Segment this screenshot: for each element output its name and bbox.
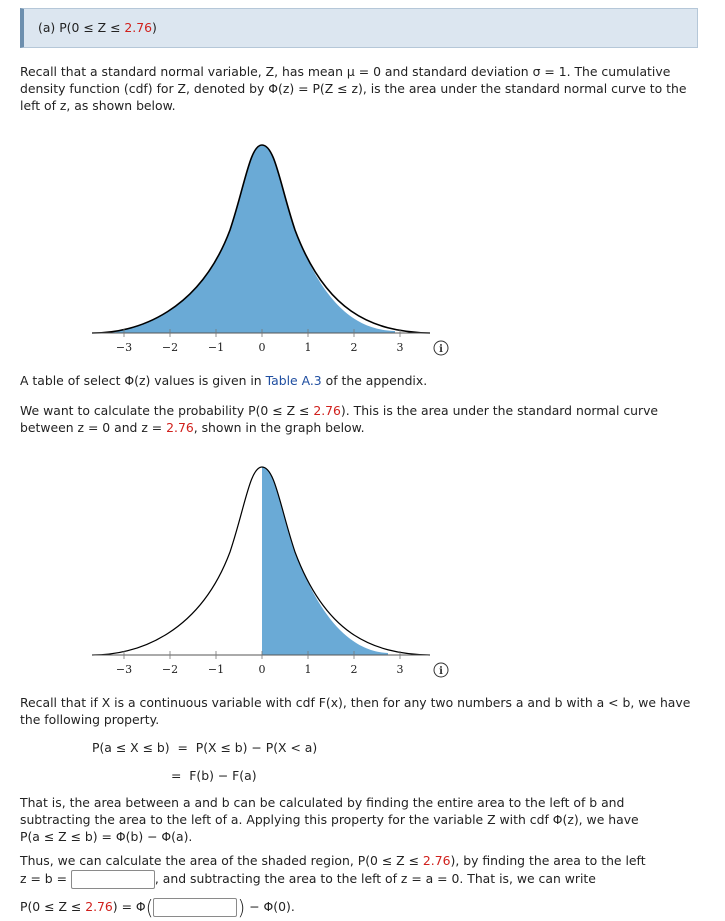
tick-label: 2 xyxy=(350,663,358,676)
phi-argument-input[interactable] xyxy=(153,898,237,917)
tick-label: −2 xyxy=(161,663,179,676)
tick-label: −3 xyxy=(115,341,133,354)
part-a-title: (a) P(0 ≤ Z ≤ 2.76) xyxy=(38,20,157,35)
recall-line-2: the following property. xyxy=(20,712,160,727)
that-is-line-1: That is, the area between a and b can be calculated by finding the entire area to the left of b and xyxy=(20,795,625,810)
tick-label: −1 xyxy=(207,341,225,354)
svg-text:i: i xyxy=(439,666,443,677)
thus-line-1: Thus, we can calculate the area of the shaded region, P(0 ≤ Z ≤ 2.76), by finding the area to the left xyxy=(20,853,646,868)
tick-label: 0 xyxy=(258,341,266,354)
part-a-header xyxy=(20,8,698,48)
intro-line-2: density function (cdf) for Z, denoted by Φ(z) = P(Z ≤ z), is the area under the standard normal curve to the xyxy=(20,81,687,96)
info-icon[interactable] xyxy=(434,663,448,677)
open-paren: ( xyxy=(145,895,154,920)
that-is-line-3: P(a ≤ Z ≤ b) = Φ(b) − Φ(a). xyxy=(20,829,193,844)
tick-label: 3 xyxy=(396,341,404,354)
close-paren: ) xyxy=(237,895,246,920)
tick-label: 1 xyxy=(304,663,312,676)
b-value-input[interactable] xyxy=(71,870,155,889)
normal-curve-graph-between xyxy=(80,452,460,682)
want-line-1: We want to calculate the probability P(0 ≤ Z ≤ 2.76). This is the area under the standard normal curve xyxy=(20,403,659,418)
info-icon[interactable] xyxy=(434,341,448,355)
shaded-area-left xyxy=(92,145,395,333)
recall-line-1: Recall that if X is a continuous variable with cdf F(x), then for any two numbers a and b with a < b, we have xyxy=(20,695,691,710)
tick-label: 2 xyxy=(350,341,358,354)
shaded-area-0-to-2.76 xyxy=(262,467,388,655)
equation-line-1: P(a ≤ X ≤ b) = P(X ≤ b) − P(X < a) xyxy=(92,740,318,755)
header-value: 2.76 xyxy=(124,20,152,35)
tick-label: 1 xyxy=(304,341,312,354)
thus-line-2: z = b = , and subtracting the area to the left of z = a = 0. That is, we can write xyxy=(20,870,596,889)
table-a3-link[interactable]: Table A.3 xyxy=(265,373,322,388)
tick-label: −2 xyxy=(161,341,179,354)
want-line-2: between z = 0 and z = 2.76, shown in the graph below. xyxy=(20,420,365,435)
tick-label: 0 xyxy=(258,663,266,676)
intro-line-3: left of z, as shown below. xyxy=(20,98,176,113)
tick-label: −1 xyxy=(207,663,225,676)
equation-line-2: = F(b) − F(a) xyxy=(171,768,257,783)
that-is-line-2: subtracting the area to the left of a. Applying this property for the variable Z with cdf Φ(z), we have xyxy=(20,812,639,827)
tick-label: 3 xyxy=(396,663,404,676)
intro-line-1: Recall that a standard normal variable, Z, has mean μ = 0 and standard deviation σ = 1. The cumulative xyxy=(20,64,671,79)
thus-line-3: P(0 ≤ Z ≤ 2.76) = Φ( ) − Φ(0). xyxy=(20,895,295,920)
normal-curve-2 xyxy=(92,467,430,655)
normal-curve-graph-left-area xyxy=(80,130,460,360)
tick-label: −3 xyxy=(115,663,133,676)
svg-text:i: i xyxy=(439,344,443,355)
table-reference: A table of select Φ(z) values is given in Table A.3 of the appendix. xyxy=(20,373,428,388)
